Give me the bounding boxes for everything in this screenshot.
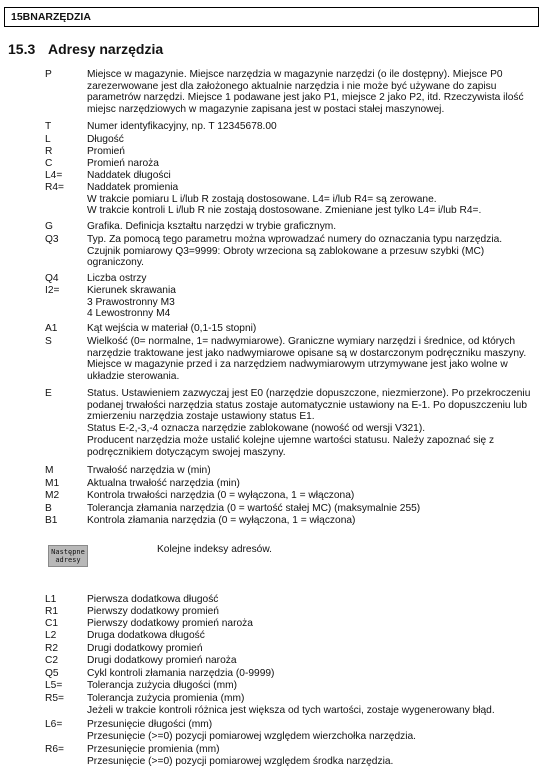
def-C xyxy=(45,158,535,170)
def-text: 3 Prawostronny M3 xyxy=(87,296,175,308)
def-text: Grafika. Definicja kształtu narzędzi w trybie graficznym. xyxy=(87,221,337,232)
def-Q5 xyxy=(45,668,535,680)
def-text: W trakcie pomiaru L i/lub R zostają dostosowane. L4= i/lub R4= są zerowane. xyxy=(87,193,437,205)
def-text: Drugi dodatkowy promień xyxy=(87,643,203,654)
def-T xyxy=(45,121,535,133)
def-term: L1 xyxy=(45,594,57,605)
def-text: Numer identyfikacyjny, np. T 12345678.00 xyxy=(87,121,277,132)
def-R5 xyxy=(45,693,535,716)
def-text: Naddatek długości xyxy=(87,170,171,181)
def-text: Czujnik pomiarowy Q3=9999: Obroty wrzeciona są zablokowane a przesuw szybki (MC) ograniczony. xyxy=(87,245,485,269)
def-text: Miejsce w magazynie. Miejsce narzędzia w magazynie narzędzi (o ile dostępny). Miejsce P0 zarezerwowane jest dla założonego aktualnie narzędzia i nie może być używane do zapisu parametrów narzędzi. Miejsce 1 podawane jest jako P1, miejsce 2 jako P2, itd. Rzeczywista ilość miejsc narzędziowych w magazynie zapisana jest w postaci stałej maszynowej. xyxy=(87,69,524,116)
def-M xyxy=(45,465,535,477)
def-text: Pierwszy dodatkowy promień xyxy=(87,606,219,617)
def-L xyxy=(45,134,535,146)
def-term: R4= xyxy=(45,182,64,193)
def-text: Długość xyxy=(87,134,124,145)
def-text: Drugi dodatkowy promień naroża xyxy=(87,655,237,666)
def-L6 xyxy=(45,719,535,742)
def-term: M2 xyxy=(45,490,60,501)
def-term: R xyxy=(45,146,53,157)
def-term: B xyxy=(45,503,52,514)
next-addresses-button[interactable] xyxy=(48,545,88,567)
def-text: Naddatek promienia xyxy=(87,182,179,193)
def-L4 xyxy=(45,170,535,182)
def-term: R1 xyxy=(45,606,59,617)
def-text: Przesunięcie (>=0) pozycji pomiarowej względem wierzchołka narzędzia. xyxy=(87,730,416,742)
def-L2 xyxy=(45,630,535,642)
def-R4 xyxy=(45,182,535,217)
def-L1 xyxy=(45,594,535,606)
def-Q3 xyxy=(45,234,535,269)
def-text: Kontrola złamania narzędzia (0 = wyłączona, 1 = włączona) xyxy=(87,515,356,526)
def-term: G xyxy=(45,221,53,232)
def-text: Tolerancja zużycia promienia (mm) xyxy=(87,693,245,704)
def-R1 xyxy=(45,606,535,618)
def-P xyxy=(45,69,535,116)
def-text: Tolerancja zużycia długości (mm) xyxy=(87,680,238,691)
def-text: Promień naroża xyxy=(87,158,159,169)
def-text: Druga dodatkowa długość xyxy=(87,630,205,641)
def-text: Pierwszy dodatkowy promień naroża xyxy=(87,618,253,629)
def-term: L4= xyxy=(45,170,63,181)
def-term: I2= xyxy=(45,285,60,296)
def-C1 xyxy=(45,618,535,630)
def-text: Promień xyxy=(87,146,125,157)
def-text: W trakcie kontroli L i/lub R nie zostają dostosowane. Zmieniane jest tylko L4= i/lub R4=. xyxy=(87,205,482,217)
def-text: Przesunięcie promienia (mm) xyxy=(87,744,220,755)
def-text: Kontrola trwałości narzędzia (0 = wyłączona, 1 = włączona) xyxy=(87,490,355,501)
def-Q4 xyxy=(45,273,535,285)
def-M1 xyxy=(45,478,535,490)
def-term: L5= xyxy=(45,680,63,691)
next-addresses-text: Kolejne indeksy adresów. xyxy=(157,544,272,555)
def-term: C1 xyxy=(45,618,59,629)
def-term: E xyxy=(45,388,52,399)
def-text: Typ. Za pomocą tego parametru można wprowadzać numery do oznaczania typu narzędzia. xyxy=(87,234,503,245)
def-term: S xyxy=(45,336,52,347)
def-term: L2 xyxy=(45,630,57,641)
def-text: Jeżeli w trakcie kontroli różnica jest większa od tych wartości, zostaje wygenerowany błąd. xyxy=(87,704,495,716)
next-button-line1: Następne xyxy=(51,548,85,556)
def-C2 xyxy=(45,655,535,667)
def-term: A1 xyxy=(45,323,58,334)
def-S xyxy=(45,336,535,383)
def-text: Trwałość narzędzia w (min) xyxy=(87,465,211,476)
def-term: R5= xyxy=(45,693,64,704)
def-E xyxy=(45,388,535,458)
def-term: L xyxy=(45,134,51,145)
section-title-text: Adresy narzędzia xyxy=(48,41,164,57)
def-term: Q3 xyxy=(45,234,59,245)
def-term: C xyxy=(45,158,53,169)
def-M2 xyxy=(45,490,535,502)
def-text: Tolerancja złamania narzędzia (0 = wartość stałej MC) (maksymalnie 255) xyxy=(87,503,421,514)
def-term: C2 xyxy=(45,655,59,666)
def-term: R6= xyxy=(45,744,64,755)
def-R xyxy=(45,146,535,158)
def-A1 xyxy=(45,323,535,335)
def-term: L6= xyxy=(45,719,63,730)
def-term: R2 xyxy=(45,643,59,654)
def-B1 xyxy=(45,515,535,527)
def-text: Wielkość (0= normalne, 1= nadwymiarowe). Graniczne wymiary narzędzi i średnice, od których narzędzie traktowane jest jako nadwymiarowe opisane są w dostarczonym podręczniku maszyny. Miejsce w magazynie przed i za narzędziem nadwymiarowym utrzymywane jest jako wolne w układzie sterowania. xyxy=(87,336,527,383)
chapter-header-text: 15BNARZĘDZIA xyxy=(11,11,91,23)
def-term: T xyxy=(45,121,52,132)
def-G xyxy=(45,221,535,233)
def-text: Kąt wejścia w materiał (0,1-15 stopni) xyxy=(87,323,257,334)
def-text: Status E-2,-3,-4 oznacza narzędzie zablokowane (nowość od wersji V321). xyxy=(87,423,426,435)
def-term: Q5 xyxy=(45,668,59,679)
def-text: Przesunięcie długości (mm) xyxy=(87,719,213,730)
def-text: Status. Ustawieniem zazwyczaj jest E0 (narzędzie dopuszczone, niezmierzone). Po przekroczeniu podanej trwałości narzędzia status zostaje automatycznie ustawiony na E-1. Po dopuszczeniu lub zmierzeniu narzędzia zostaje ustawiony status E1. xyxy=(87,388,531,423)
section-title xyxy=(8,41,163,57)
def-term: B1 xyxy=(45,515,58,526)
def-I2 xyxy=(45,285,535,320)
def-text: Przesunięcie (>=0) pozycji pomiarowej względem środka narzędzia. xyxy=(87,755,394,767)
def-R2 xyxy=(45,643,535,655)
def-text: Pierwsza dodatkowa długość xyxy=(87,594,219,605)
chapter-header xyxy=(4,7,539,27)
def-text: Liczba ostrzy xyxy=(87,273,147,284)
def-text: Kierunek skrawania xyxy=(87,285,176,296)
def-text: 4 Lewostronny M4 xyxy=(87,308,171,320)
def-L5 xyxy=(45,680,535,692)
def-term: P xyxy=(45,69,52,80)
next-button-line2: adresy xyxy=(55,556,81,564)
def-text: Cykl kontroli złamania narzędzia (0-9999) xyxy=(87,668,275,679)
def-term: M1 xyxy=(45,478,60,489)
section-number: 15.3 xyxy=(8,41,36,57)
def-text: Producent narzędzia może ustalić kolejne ujemne wartości statusu. Należy zapoznać się z podręcznikiem dotyczącym swojej maszyny. xyxy=(87,434,495,458)
def-term: Q4 xyxy=(45,273,59,284)
def-term: M xyxy=(45,465,54,476)
def-B xyxy=(45,503,535,515)
def-R6 xyxy=(45,744,535,767)
def-text: Aktualna trwałość narzędzia (min) xyxy=(87,478,240,489)
